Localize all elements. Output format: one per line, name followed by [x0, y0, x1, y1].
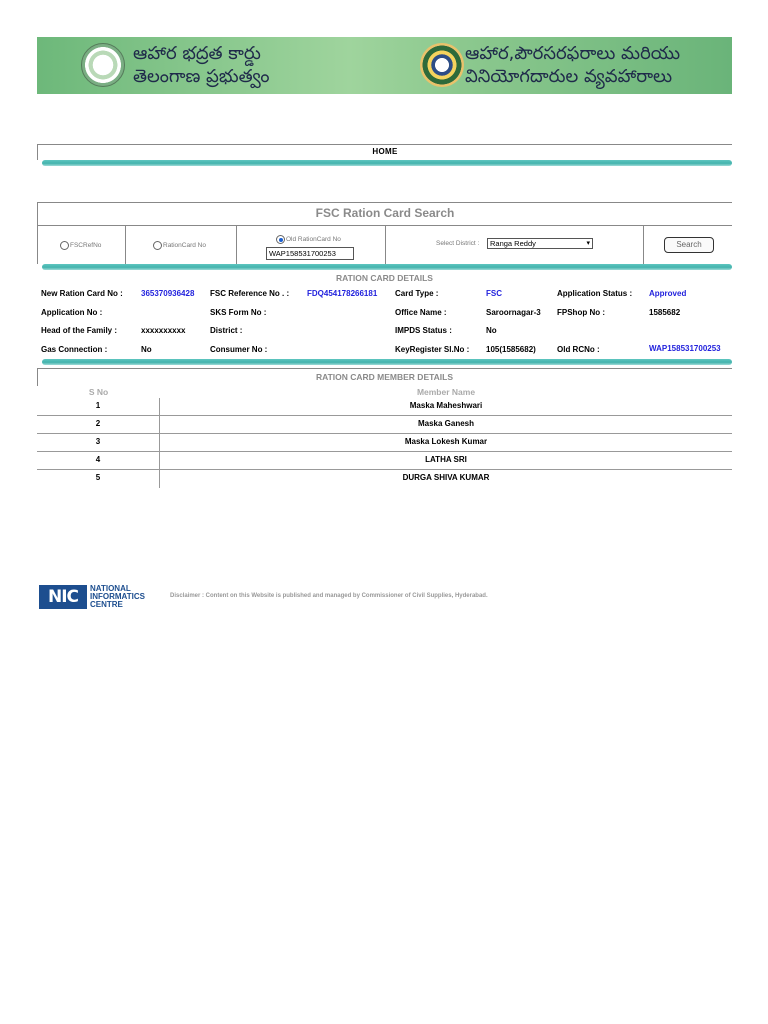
nic-logo	[39, 585, 161, 609]
district-selected-value: Ranga Reddy	[490, 239, 536, 248]
search-button[interactable]: Search	[664, 237, 714, 253]
banner-left-line1: ఆహార భద్రత కార్డు	[133, 43, 261, 64]
divider-bar	[42, 264, 732, 270]
rationcard-number-input[interactable]: WAP158531700253	[266, 247, 354, 260]
disclaimer-text: Disclaimer : Content on this Website is published and managed by Commissioner of Civil Supplies, Hyderabad.	[170, 593, 488, 599]
search-option-old-rationcard	[237, 226, 386, 265]
fsc-reference-no-value[interactable]: FDQ454178266181	[307, 289, 378, 298]
table-row	[37, 398, 732, 416]
card-type-value: FSC	[486, 289, 502, 298]
nic-logo-text	[90, 585, 145, 609]
nic-line1: NATIONAL	[90, 584, 131, 593]
head-of-family-value: xxxxxxxxxx	[141, 326, 186, 335]
divider-bar	[42, 359, 732, 365]
new-ration-card-no-label: New Ration Card No :	[41, 289, 123, 298]
office-name-value: Saroornagar-3	[486, 308, 541, 317]
district-detail-label: District :	[210, 326, 243, 335]
nic-line3: CENTRE	[90, 600, 123, 609]
member-table-header-name: Member Name	[416, 387, 476, 397]
nic-line2: INFORMATICS	[90, 592, 145, 601]
member-name: Maska Ganesh	[417, 419, 475, 428]
card-type-label: Card Type :	[395, 289, 439, 298]
old-rationcard-label: Old RationCard No	[286, 236, 341, 244]
member-sno: 3	[37, 434, 160, 452]
table-row	[37, 452, 732, 470]
sks-form-no-label: SKS Form No :	[210, 308, 267, 317]
search-button-cell	[644, 226, 733, 265]
district-label: Select District :	[436, 240, 480, 247]
member-sno: 1	[37, 398, 160, 416]
ration-card-details-title: RATION CARD DETAILS	[336, 273, 433, 283]
impds-status-value: No	[486, 326, 497, 335]
divider-bar	[42, 160, 732, 166]
banner-title-right	[465, 42, 680, 88]
consumer-no-label: Consumer No :	[210, 345, 268, 354]
member-sno: 4	[37, 452, 160, 470]
application-status-label: Application Status :	[557, 289, 633, 298]
search-option-fscrefno	[38, 226, 126, 265]
old-rationcard-radio[interactable]	[276, 235, 285, 244]
district-select[interactable]	[487, 238, 593, 249]
rationcard-radio[interactable]	[153, 241, 162, 250]
table-row	[37, 434, 732, 452]
search-form	[37, 225, 732, 264]
nic-logo-mark: NIC	[39, 585, 87, 609]
banner-right-line1: ఆహార,పౌరసరఫరాలు మరియు	[465, 43, 681, 64]
search-option-rationcard	[126, 226, 237, 265]
head-of-family-label: Head of the Family :	[41, 326, 118, 335]
keyregister-slno-label: KeyRegister Sl.No :	[395, 345, 470, 354]
application-no-label: Application No :	[41, 308, 103, 317]
banner-title-left	[133, 42, 269, 88]
office-name-label: Office Name :	[395, 308, 447, 317]
member-table-header-sno: S No	[88, 387, 109, 397]
old-rcno-value[interactable]: WAP158531700253	[649, 344, 721, 353]
member-sno: 2	[37, 416, 160, 434]
member-name: Maska Maheshwari	[409, 401, 483, 410]
impds-status-label: IMPDS Status :	[395, 326, 452, 335]
table-row	[37, 470, 732, 488]
chevron-down-icon: ▾	[586, 240, 590, 247]
fsc-reference-no-label: FSC Reference No . :	[210, 289, 290, 298]
fscrefno-radio[interactable]	[60, 241, 69, 250]
fpshop-no-value: 1585682	[649, 308, 681, 317]
gas-connection-label: Gas Connection :	[41, 345, 108, 354]
fscrefno-label: FSCRefNo	[70, 242, 102, 250]
gas-connection-value: No	[141, 345, 152, 354]
member-name: DURGA SHIVA KUMAR	[402, 473, 490, 482]
keyregister-slno-value: 105(1585682)	[486, 345, 536, 354]
old-rcno-label: Old RCNo :	[557, 345, 600, 354]
fpshop-no-label: FPShop No :	[557, 308, 605, 317]
banner-right-line2: వినియోగదారుల వ్యవహారాలు	[465, 66, 673, 87]
table-row	[37, 416, 732, 434]
member-sno: 5	[37, 470, 160, 488]
banner-left-line2: తెలంగాణ ప్రభుత్వం	[133, 66, 270, 87]
nav-bar	[37, 144, 732, 160]
rationcard-label: RationCard No	[163, 242, 206, 250]
header-banner	[37, 37, 732, 94]
member-name: Maska Lokesh Kumar	[404, 437, 488, 446]
member-name: LATHA SRI	[425, 455, 467, 464]
civil-supplies-emblem-icon	[420, 43, 464, 87]
home-link[interactable]: HOME	[372, 147, 398, 156]
search-title: FSC Ration Card Search	[37, 202, 732, 226]
telangana-emblem-icon	[81, 43, 125, 87]
district-cell	[386, 226, 644, 265]
application-status-value: Approved	[649, 289, 687, 298]
member-details-title: RATION CARD MEMBER DETAILS	[315, 372, 454, 382]
new-ration-card-no-value[interactable]: 365370936428	[141, 289, 195, 298]
